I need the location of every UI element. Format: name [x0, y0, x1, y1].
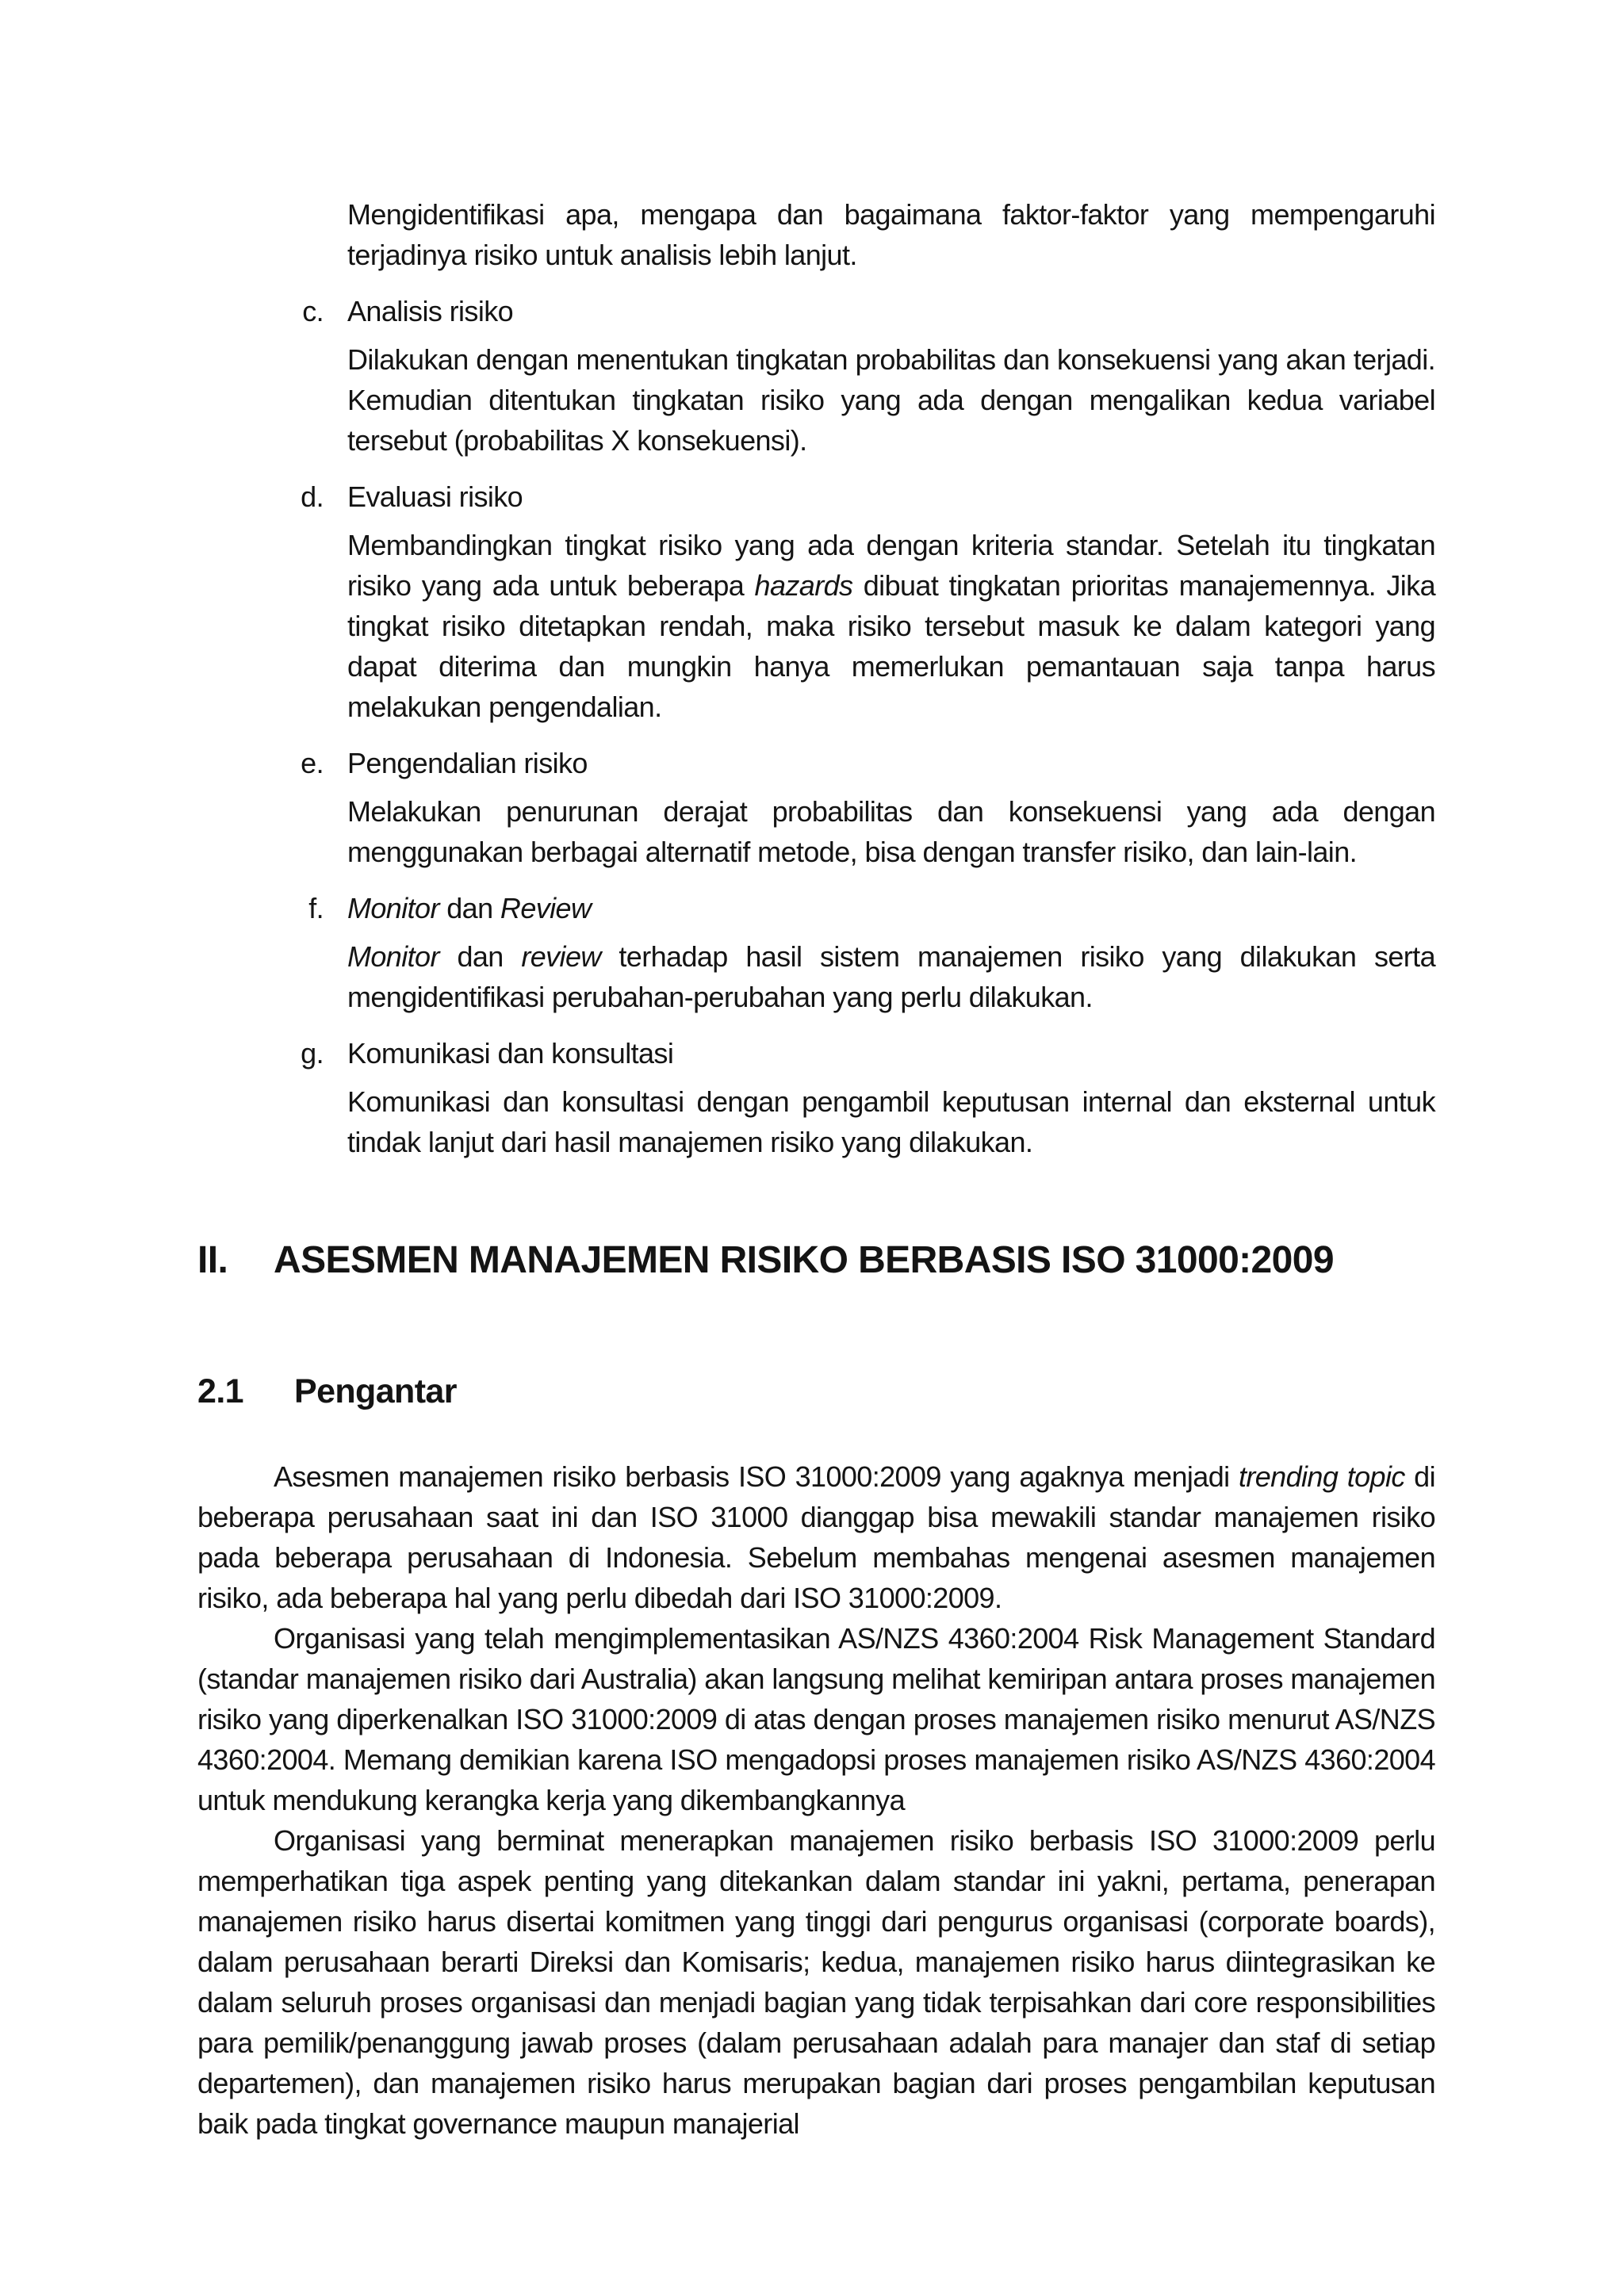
- text-run: terhadap hasil sistem manajemen risiko yang dilakukan serta mengidentifikasi perubahan-perubahan yang perlu dilakukan.: [347, 940, 1435, 1013]
- list-item-analisis: [302, 291, 1435, 461]
- text-run: Melakukan penurunan derajat probabilitas dan konsekuensi yang ada dengan menggunakan berbagai alternatif metode, bisa dengan transfer risiko, dan lain-lain.: [347, 795, 1435, 868]
- text-run: dan: [439, 892, 500, 924]
- text-run: dan: [439, 940, 522, 973]
- chapter-title: ASESMEN MANAJEMEN RISIKO BERBASIS ISO 31000:2009: [274, 1239, 1334, 1281]
- text-run: Dilakukan dengan menentukan tingkatan probabilitas dan konsekuensi yang akan terjadi. Kemudian ditentukan tingkatan risiko yang ada dengan mengalikan kedua variabel tersebut (probabilitas X konsekuensi).: [347, 343, 1435, 457]
- section-number: 2.1: [197, 1372, 243, 1410]
- list-item-body: [347, 1081, 1435, 1162]
- list-item-title: [347, 476, 1435, 517]
- list-item-title: [347, 1033, 1435, 1073]
- list-marker: g.: [301, 1037, 324, 1070]
- list-item-evaluasi: [301, 476, 1436, 727]
- italic-text-run: Review: [500, 892, 592, 924]
- text-run: di beberapa perusahaan saat ini dan ISO 31000 dianggap bisa mewakili standar manajemen risiko pada beberapa perusahaan di Indonesia. Sebelum membahas mengenai asesmen manajemen risiko, ada beberapa hal yang perlu dibedah dari ISO 31000:2009.: [197, 1460, 1435, 1614]
- list-item-body: [347, 791, 1435, 872]
- list-item-body: [347, 525, 1435, 727]
- list-continuation-text: Mengidentifikasi apa, mengapa dan bagaimana faktor-faktor yang mempengaruhi terjadinya risiko untuk analisis lebih lanjut.: [347, 198, 1435, 271]
- text-run: Analisis risiko: [347, 295, 514, 327]
- list-item-body: [347, 339, 1435, 461]
- text-run: Organisasi yang telah mengimplementasikan AS/NZS 4360:2004 Risk Management Standard (standar manajemen risiko dari Australia) akan langsung melihat kemiripan antara proses manajemen risiko yang diperkenalkan ISO 31000:2009 di atas dengan proses manajemen risiko menurut AS/NZS 4360:2004. Memang demikian karena ISO mengadopsi proses manajemen risiko AS/NZS 4360:2004 untuk mendukung kerangka kerja yang dikembangkannya: [197, 1622, 1435, 1816]
- paragraph: [197, 1456, 1435, 1618]
- list-marker: c.: [302, 295, 324, 327]
- list-item-title: [347, 291, 1435, 331]
- italic-text-run: hazards: [754, 569, 853, 602]
- list-item-pengendalian: [301, 743, 1435, 872]
- list-marker: f.: [308, 892, 324, 924]
- section-body: [197, 1456, 1435, 2144]
- section-heading: [197, 1372, 457, 1411]
- risk-process-list: [301, 194, 1436, 1178]
- paragraph: [197, 1618, 1435, 1820]
- text-run: Pengendalian risiko: [347, 747, 588, 779]
- list-marker: d.: [301, 480, 324, 513]
- text-run: Membandingkan tingkat risiko yang ada dengan kriteria standar. Setelah itu tingkatan risiko yang ada untuk beberapa: [347, 529, 1435, 602]
- text-run: Komunikasi dan konsultasi dengan pengambil keputusan internal dan eksternal untuk tindak lanjut dari hasil manajemen risiko yang dilakukan.: [347, 1085, 1435, 1158]
- list-item-monitor-review: [308, 888, 1435, 1017]
- text-run: Asesmen manajemen risiko berbasis ISO 31000:2009 yang agaknya menjadi: [274, 1460, 1239, 1493]
- paragraph: [197, 1820, 1435, 2144]
- chapter-heading: [197, 1238, 1334, 1282]
- chapter-number: II.: [197, 1239, 228, 1281]
- list-item-title: [347, 743, 1435, 783]
- italic-text-run: Monitor: [347, 892, 439, 924]
- list-item-komunikasi: [301, 1033, 1435, 1162]
- text-run: dibuat tingkatan prioritas manajemennya. Jika tingkat risiko ditetapkan rendah, maka risiko tersebut masuk ke dalam kategori yang dapat diterima dan mungkin hanya memerlukan pemantauan saja tanpa harus melakukan pengendalian.: [347, 569, 1436, 723]
- section-title: Pengantar: [294, 1372, 457, 1410]
- italic-text-run: trending topic: [1238, 1460, 1405, 1493]
- text-run: Komunikasi dan konsultasi: [347, 1037, 674, 1070]
- italic-text-run: review: [521, 940, 601, 973]
- italic-text-run: Monitor: [347, 940, 439, 973]
- text-run: Evaluasi risiko: [347, 480, 523, 513]
- text-run: Organisasi yang berminat menerapkan manajemen risiko berbasis ISO 31000:2009 perlu memperhatikan tiga aspek penting yang ditekankan dalam standar ini yakni, pertama, penerapan manajemen risiko harus disertai komitmen yang tinggi dari pengurus organisasi (corporate boards), dalam perusahaan berarti Direksi dan Komisaris; kedua, manajemen risiko harus diintegrasikan ke dalam seluruh proses organisasi dan menjadi bagian yang tidak terpisahkan dari core responsibilities para pemilik/penanggung jawab proses (dalam perusahaan adalah para manajer dan staf di setiap departemen), dan manajemen risiko harus merupakan bagian dari proses pengambilan keputusan baik pada tingkat governance maupun manajerial: [197, 1824, 1435, 2140]
- list-item-title: [347, 888, 1435, 928]
- list-marker: e.: [301, 747, 324, 779]
- list-item-body: [347, 936, 1435, 1017]
